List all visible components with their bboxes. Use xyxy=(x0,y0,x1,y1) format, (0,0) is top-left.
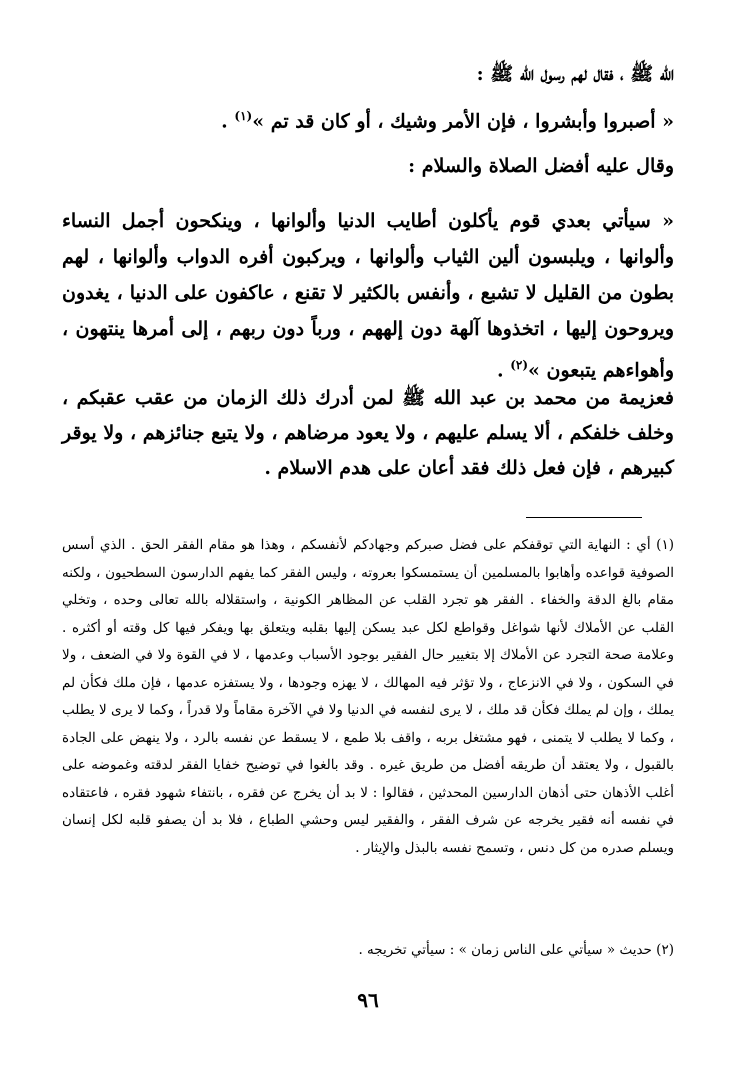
hadith-paragraph xyxy=(62,203,674,388)
hadith-end: . xyxy=(496,359,511,382)
footnote-ref-2: (٢) xyxy=(510,358,529,372)
hadith-text: « سيأتي بعدي قوم يأكلون أطايب الدنيا وألوانها ، وينكحون أجمل النساء وألوانها ، ويلبسون ألين الثياب وألوانها ، ويركبون أفره الدواب وألوانها ، لهم بطون من القليل لا تشبع ، وأنفس بالكثير لا تقنع ، عاكفون على الدنيا ، يغدون ويروحون إليها ، اتخذوها آلهة دون إلههم ، ورباً دون ربهم ، إلى أمرها ينتهون ، وأهواءهم يتبعون » xyxy=(62,210,674,382)
footnote-1: (١) أي : النهاية التي توقفكم على فضل صبركم وجهادكم لأنفسكم ، وهذا هو مقام الفقر الحق . الذي أسس الصوفية قواعده وأهابوا بالمسلمين أن يستمسكوا بعروته ، وليس الفقر كما يفهم الدارسون السطحيون ، ولكنه مقام بالغ الدقة والخفاء . الفقر هو تجرد القلب عن المظاهر الكونية ، واستقلاله بالله تعالى وحده ، وتخلي القلب عن الأملاك لأنها شواغل وقواطع لكل عبد يسكن إليها بقلبه ويتعلق بها ويفكر فيها كل وقته أو أكثره . وعلامة صحة التجرد عن الأملاك إلا بتغيير حال الفقير بوجود الأسباب وعدمها ، لا في القوة ولا في الضعف ، ولا في السكون ، ولا في الانزعاج ، ولا تؤثر فيه المهالك ، لا يهزه وجودها ، ولا يستفزه عدمها ، فإن ملك فكأن لم يملك ، وإن لم يملك فكأن قد ملك ، لا يرى لنفسه في الدنيا ولا في الآخرة مقاماً ولا قدراً ، وكما لا يرى لا يطلب ، وكما لا يطلب لا يتمنى ، فهو مشتغل بربه ، واقف بلا طمع ، لا يسقط عن نفسه بالرد ، ولا ينهض على الجادة بالقبول ، ولا يعتقد أن طريقه أفضل من طريق غيره . وقد بالغوا في توضيح خفايا الفقر لدقته وغموضه على أغلب الأذهان حتى أذهان الدارسين المحدثين ، فقالوا : لا بد أن يخرج عن فقره ، بانتفاء شهود فقره ، فاعتقاده في نفسه أنه فقير يخرجه عن شرف الفقر ، والفقير ليس وحشي الطباع ، فلا بد أن يصفو قلبه لكل إنسان ويسلم صدره من كل دنس ، وتسمح نفسه بالبذل والإيثار . xyxy=(62,537,674,856)
quote-1-text: « أصبروا وأبشروا ، فإن الأمر وشيك ، أو كان قد تم » xyxy=(252,110,674,133)
footnote-2: (٢) حديث « سيأتي على الناس زمان » : سيأتي تخريجه . xyxy=(358,942,674,958)
page-number: ٩٦ xyxy=(357,988,379,1012)
quote-1 xyxy=(62,109,674,132)
quote-1-end: . xyxy=(221,110,235,133)
footnote-ref-1: (١) xyxy=(234,109,253,123)
footnote-divider xyxy=(526,517,642,518)
commentary-paragraph: فعزيمة من محمد بن عبد الله ﷺ لمن أدرك ذلك الزمان من عقب عقبكم ، وخلف خلفكم ، ألا يسلم عليهم ، ولا يعود مرضاهم ، ولا يتبع جنائزهم ، ولا يوقر كبيرهم ، فإن فعل ذلك فقد أعان على هدم الاسلام . xyxy=(62,387,674,479)
header-line: الله ﷺ ، فقال لهم رسول الله ﷺ : xyxy=(476,63,674,85)
said-line: وقال عليه أفضل الصلاة والسلام : xyxy=(408,155,674,177)
